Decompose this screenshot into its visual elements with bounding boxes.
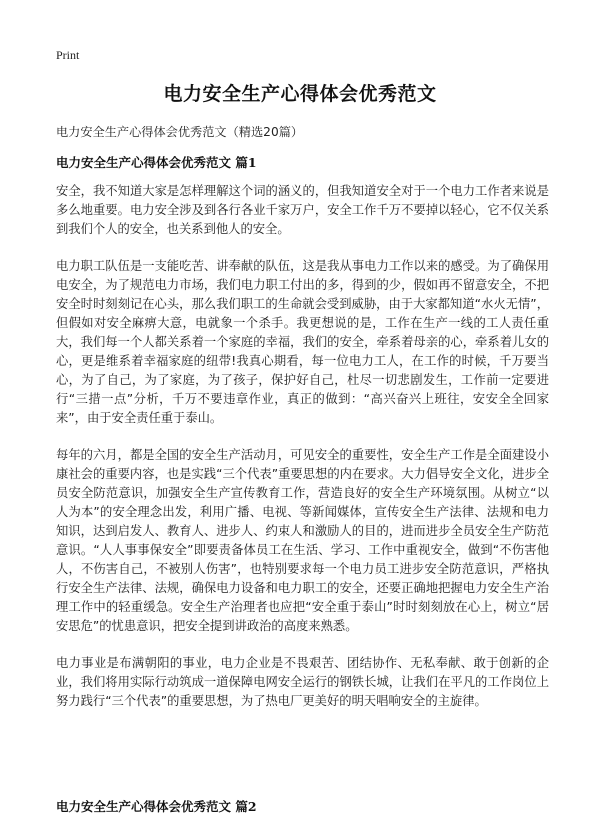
paragraph-3: 每年的六月，都是全国的安全生产活动月，可见安全的重要性，安全生产工作是全面建设小康社会的重要内容，也是实践“三个代表”重要思想的内在要求。大力倡导安全文化，进步全员安全防范意识，加强安全生产宣传教育工作，营造良好的安全生产环境氛围。从树立“以人为本”的安全理念出发，利用广播、电视、等新闻媒体，宣传安全生产法律、法规和电力知识，达到启发人、教育人、进步人、约束人和激励人的目的，进而进步全员安全生产防范意识。“人人事事保安全”即要责备体员工在生活、学习、工作中重视安全，做到“不伤害他人，不伤害自己，不被别人伤害”，也特别要求每一个电力员工进步安全防范意识，严格执行安全生产法律、法规，确保电力设备和电力职工的安全，还要正确地把握电力安全生产治理工作中的轻重缓急。安全生产治理者也应把“安全重于泰山”时时刻刻放在心上，树立“居安思危”的忧患意识，把安全提到讲政治的高度来熟悉。 (56, 448, 549, 633)
paragraph-2: 电力职工队伍是一支能吃苦、讲奉献的队伍，这是我从事电力工作以来的感受。为了确保用电安全，为了规范电力市场，我们电力职工付出的多，得到的少，假如再不留意安全，不把安全时时刻刻记在心头，那么我们职工的生命就会受到威胁，由于大家都知道“水火无情”，但假如对安全麻痹大意，电就象一个杀手。我更想说的是，工作在生产一线的工人责任重大，我们每一个人都关系着一个家庭的幸福，我们的安全，牵系着母亲的心，牵系着儿女的心，更是维系着幸福家庭的纽带!我真心期看，每一位电力工人，在工作的时候，千万要当心，为了自己，为了家庭，为了孩子，保护好自己，杜尽一切悲剧发生，工作前一定要进行“三措一点”分析，千万不要违章作业，真正的做到：“高兴奋兴上班往，安安全全回家来”，由于安全责任重于泰山。 (56, 259, 549, 425)
section-heading-1: 电力安全生产心得体会优秀范文 篇1 (56, 155, 257, 170)
document-subtitle: 电力安全生产心得体会优秀范文（精选20篇） (56, 125, 304, 139)
section-heading-2: 电力安全生产心得体会优秀范文 篇2 (56, 799, 257, 814)
print-label: Print (56, 48, 80, 62)
paragraph-4: 电力事业是布满朝阳的事业，电力企业是不畏艰苦、团结协作、无私奉献、敢于创新的企业，我们将用实际行动筑成一道保障电网安全运行的钢铁长城，让我们在平凡的工作岗位上努力践行“三个代表”的重要思想，为了热电厂更美好的明天唱响安全的主旋律。 (56, 656, 549, 708)
paragraph-1: 安全，我不知道大家是怎样理解这个词的涵义的，但我知道安全对于一个电力工作者来说是多么地重要。电力安全涉及到各行各业千家万户，安全工作千万不要掉以轻心，它不仅关系到我们个人的安全，也关系到他人的安全。 (56, 184, 549, 236)
article-body (56, 182, 549, 729)
page-title: 电力安全生产心得体会优秀范文 (163, 83, 437, 105)
